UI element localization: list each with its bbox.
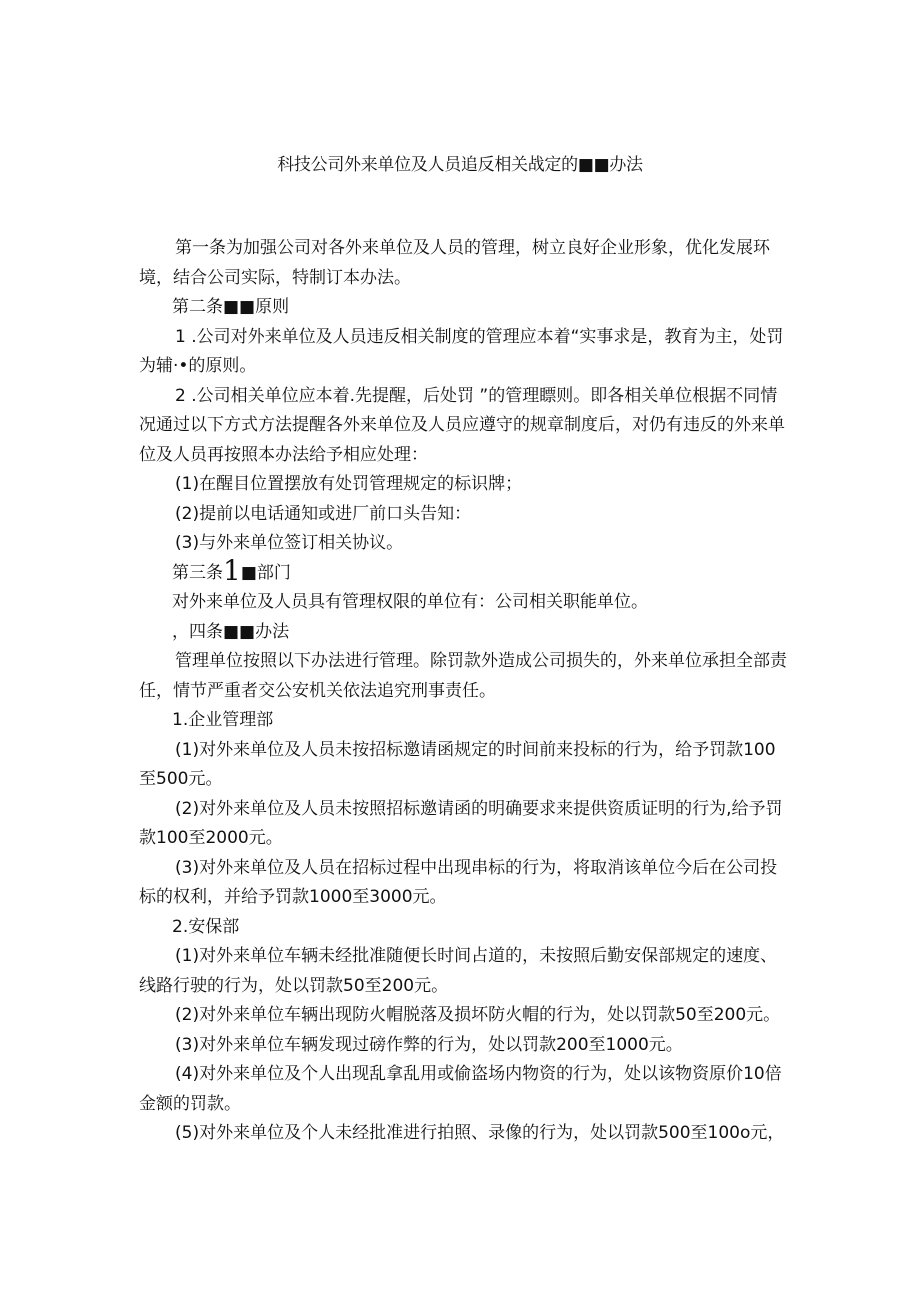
document-title: 科技公司外来单位及人员追反相关战定的■■办法 (277, 155, 643, 175)
item-1-paragraph: (1)在醒目位置摆放有处罚管理规定的标识牌； (175, 474, 523, 494)
article-2-heading: 第二条■■原则 (172, 297, 290, 317)
enterprise-item-1: (1)对外来单位及人员未按招标邀请函规定的时间前来投标的行为，给予罚款100至500元。 (139, 739, 776, 789)
article-3-label: 第三条 (172, 562, 223, 583)
security-item-4: (4)对外来单位及个人出现乱拿乱用或偷盗场内物资的行为，处以该物资原价10倍金额的罚款。 (139, 1064, 782, 1114)
section-enterprise-management-heading: 1.企业管理部 (172, 710, 274, 730)
article-4-heading: ，四条■■办法 (172, 621, 290, 642)
security-item-3: (3)对外来单位车辆发现过磅作弊的行为，处以罚款200至1000元。 (175, 1034, 683, 1055)
enterprise-item-3: (3)对外来单位及人员在招标过程中出现串标的行为，将取消该单位今后在公司投标的权利，并给予罚款1000至3000元。 (139, 857, 778, 907)
item-3-paragraph: (3)与外来单位签订相关协议。 (175, 533, 404, 553)
item-2-paragraph: (2)提前以电话通知或进厂前口头告知： (175, 503, 472, 524)
security-item-1: (1)对外来单位车辆未经批准随便长时间占道的，未按照后勤安保部规定的速度、线路行驶的行为，处以罚款50至200元。 (139, 946, 778, 996)
clause-2-paragraph: 2 .公司相关单位应本着.先提醒，后处罚 ”的管理瞟则。即各相关单位根据不同情况通过以下方式方法提醒各外来单位及人员应遵守的规章制度后，对仍有违反的外来单位及人员再按照本办法给予相应处理： (139, 385, 785, 465)
article-3-paragraph: 对外来单位及人员具有管理权限的单位有：公司相关职能单位。 (172, 592, 648, 612)
article-3-suffix: ■部门 (240, 562, 291, 583)
security-item-2: (2)对外来单位车辆出现防火帽脱落及损坏防火帽的行为，处以罚款50至200元。 (175, 1005, 781, 1025)
enterprise-item-2: (2)对外来单位及人员未按照招标邀请函的明确要求来提供资质证明的行为,给予罚款100至2000元。 (139, 798, 783, 848)
article-1-paragraph: 第一条为加强公司对各外来单位及人员的管理，树立良好企业形象，优化发展环境，结合公司实际，特制订本办法。 (139, 238, 770, 288)
article-3-large-numeral: 1 (223, 553, 241, 587)
article-4-paragraph: 管理单位按照以下办法进行管理。除罚款外造成公司损失的，外来单位承担全部责任，情节严重者交公安机关依法追究刑事责任。 (139, 651, 787, 701)
clause-1-paragraph: 1 .公司对外来单位及人员违反相关制度的管理应本着“实事求是，教育为主，处罚为辅·•的原则。 (139, 326, 784, 376)
section-security-heading: 2.安保部 (172, 916, 240, 937)
security-item-5: (5)对外来单位及个人未经批准进行拍照、录像的行为，处以罚款500至100o元， (175, 1123, 785, 1143)
document-body (139, 234, 789, 1149)
article-3-heading (139, 553, 789, 589)
